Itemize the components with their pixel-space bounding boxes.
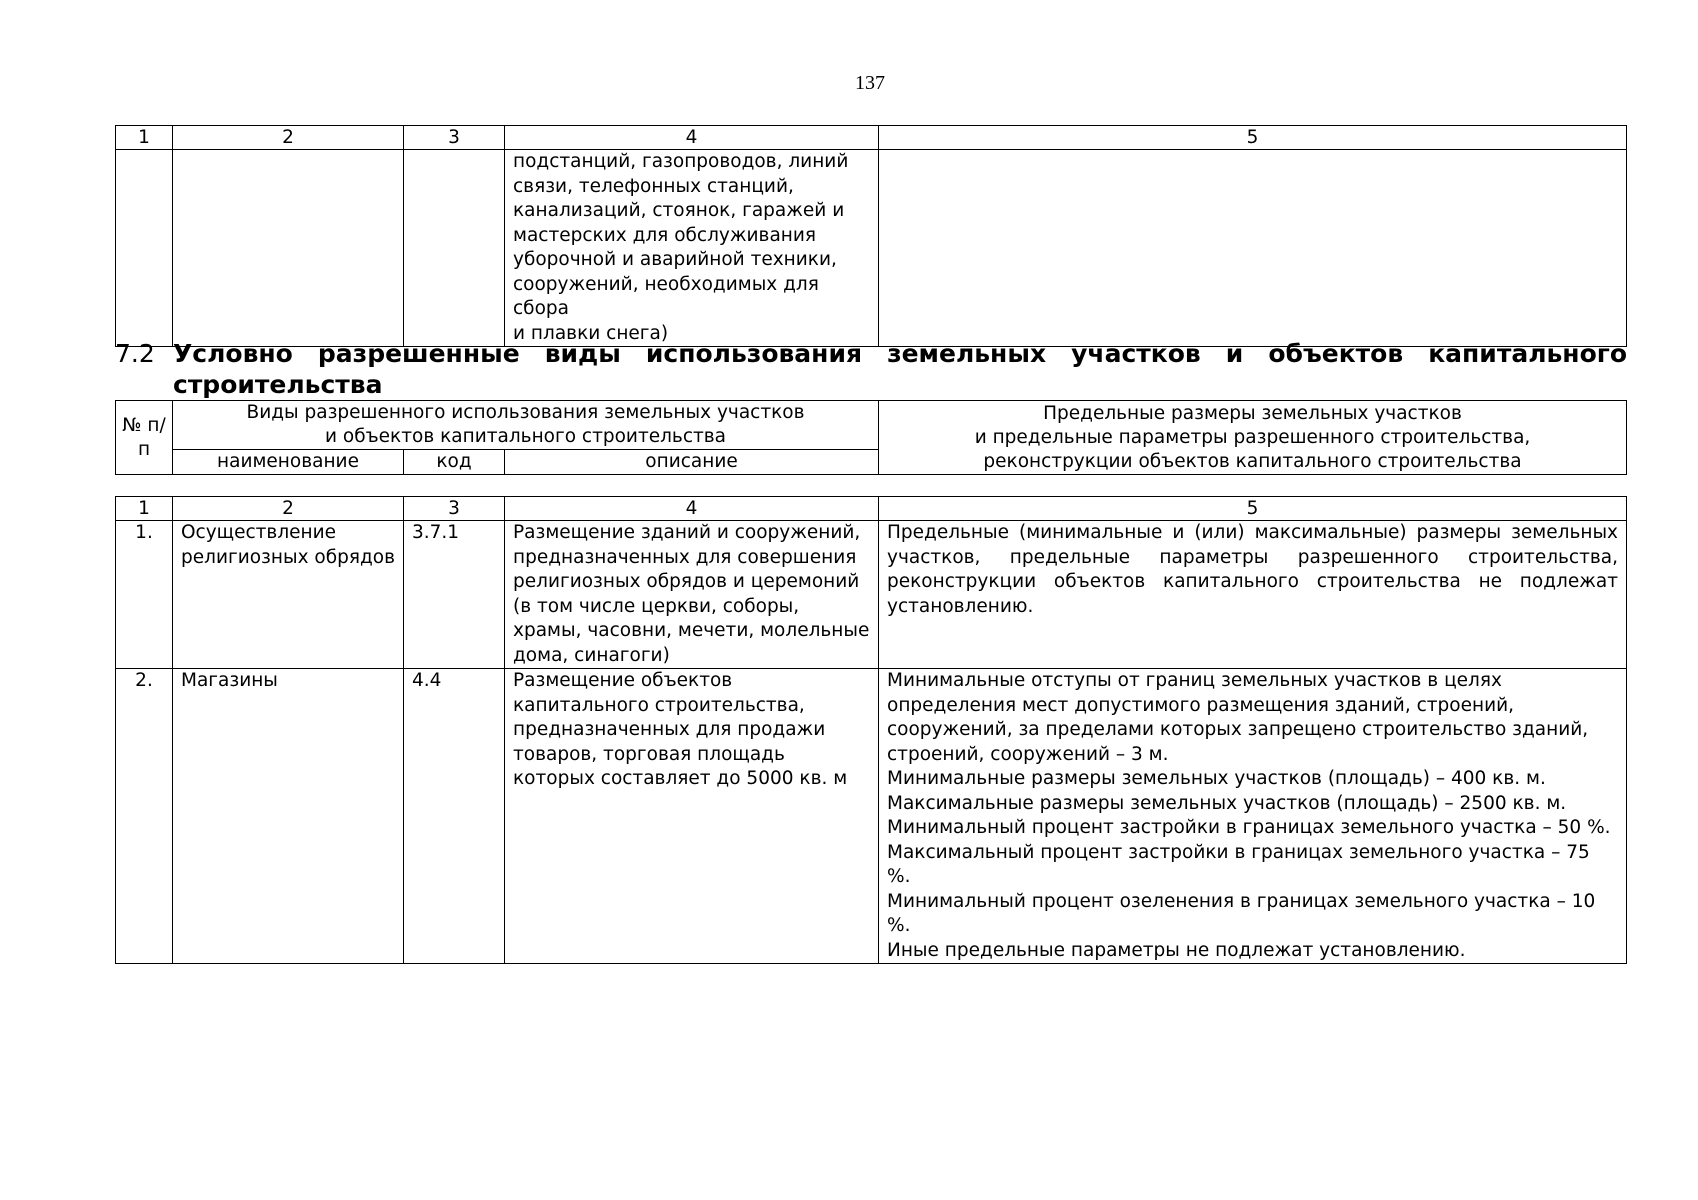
description-column-header: описание — [505, 450, 879, 475]
section-number: 7.2 — [115, 339, 155, 368]
empty-cell — [404, 150, 505, 347]
description-line: связи, телефонных станций, — [513, 175, 794, 197]
empty-cell — [879, 150, 1627, 347]
section-title: Условно разрешенные виды использования земельных участков и объектов капитального строительства — [173, 339, 1627, 399]
table-row — [116, 521, 1627, 669]
page-number: 137 — [855, 72, 885, 94]
column-number: 1 — [116, 497, 173, 521]
table-row — [116, 150, 1627, 347]
limit-line: Минимальные отступы от границ земельных участков в целях определения мест допустимого размещения зданий, строений, сооружений, за пределами которых запрещено строительство зданий, строений, сооружений – 3 м. — [887, 670, 1589, 765]
column-number: 5 — [879, 497, 1627, 521]
column-number: 2 — [173, 126, 404, 150]
name-column-header: наименование — [173, 450, 404, 475]
table-row — [116, 669, 1627, 964]
limits-column-header — [879, 401, 1627, 475]
usage-table — [115, 496, 1627, 964]
header-line: Виды разрешенного использования земельных участков — [246, 402, 805, 423]
usage-description: Размещение зданий и сооружений, предназначенных для совершения религиозных обрядов и церемоний (в том числе церкви, соборы, храмы, часовни, мечети, молельные дома, синагоги) — [505, 521, 879, 669]
column-number: 5 — [879, 126, 1627, 150]
continued-description-cell — [505, 150, 879, 347]
code-column-header: код — [404, 450, 505, 475]
usage-types-header — [173, 401, 879, 450]
usage-name: Осуществление религиозных обрядов — [173, 521, 404, 669]
usage-code: 3.7.1 — [404, 521, 505, 669]
limit-line: Минимальный процент озеленения в границах земельного участка – 10 %. — [887, 890, 1596, 936]
header-line: реконструкции объектов капитального строительства — [983, 450, 1522, 472]
usage-code: 4.4 — [404, 669, 505, 964]
column-number: 4 — [505, 126, 879, 150]
column-number: 3 — [404, 126, 505, 150]
continuation-table — [115, 125, 1627, 347]
limit-line: Минимальные размеры земельных участков (площадь) – 400 кв. м. — [887, 768, 1546, 789]
description-line: мастерских для обслуживания — [513, 224, 817, 246]
header-line: Предельные размеры земельных участков — [1043, 402, 1462, 424]
usage-limits — [879, 669, 1627, 964]
empty-cell — [173, 150, 404, 347]
description-line: уборочной и аварийной техники, — [513, 249, 837, 270]
section-heading — [115, 338, 1627, 400]
limit-line: Иные предельные параметры не подлежат установлению. — [887, 939, 1466, 961]
description-line: и плавки снега) — [513, 322, 669, 344]
header-line: и объектов капитального строительства — [324, 426, 727, 447]
usage-name: Магазины — [173, 669, 404, 964]
description-line: канализаций, стоянок, гаражей и — [513, 200, 845, 221]
usage-description: Размещение объектов капитального строительства, предназначенных для продажи товаров, торговая площадь которых составляет до 5000 кв. м — [505, 669, 879, 964]
header-line: и предельные параметры разрешенного строительства, — [974, 426, 1531, 448]
row-number: 1. — [116, 521, 173, 669]
description-line: сооружений, необходимых для сбора — [513, 273, 819, 319]
description-line: подстанций, газопроводов, линий — [513, 151, 849, 172]
column-number: 1 — [116, 126, 173, 150]
row-number: 2. — [116, 669, 173, 964]
column-number-row — [116, 497, 1627, 521]
empty-cell — [116, 150, 173, 347]
column-number-row — [116, 126, 1627, 150]
header-table — [115, 400, 1627, 475]
column-number: 3 — [404, 497, 505, 521]
limit-line: Максимальные размеры земельных участков (площадь) – 2500 кв. м. — [887, 792, 1567, 814]
number-column-header: № п/п — [116, 401, 173, 475]
column-number: 4 — [505, 497, 879, 521]
limit-line: Минимальный процент застройки в границах земельного участка – 50 %. — [887, 817, 1611, 838]
usage-limits: Предельные (минимальные и (или) максимальные) размеры земельных участков, предельные параметры разрешенного строительства, реконструкции объектов капитального строительства не подлежат установлению. — [879, 521, 1627, 669]
limit-line: Максимальный процент застройки в границах земельного участка – 75 %. — [887, 841, 1590, 887]
column-number: 2 — [173, 497, 404, 521]
